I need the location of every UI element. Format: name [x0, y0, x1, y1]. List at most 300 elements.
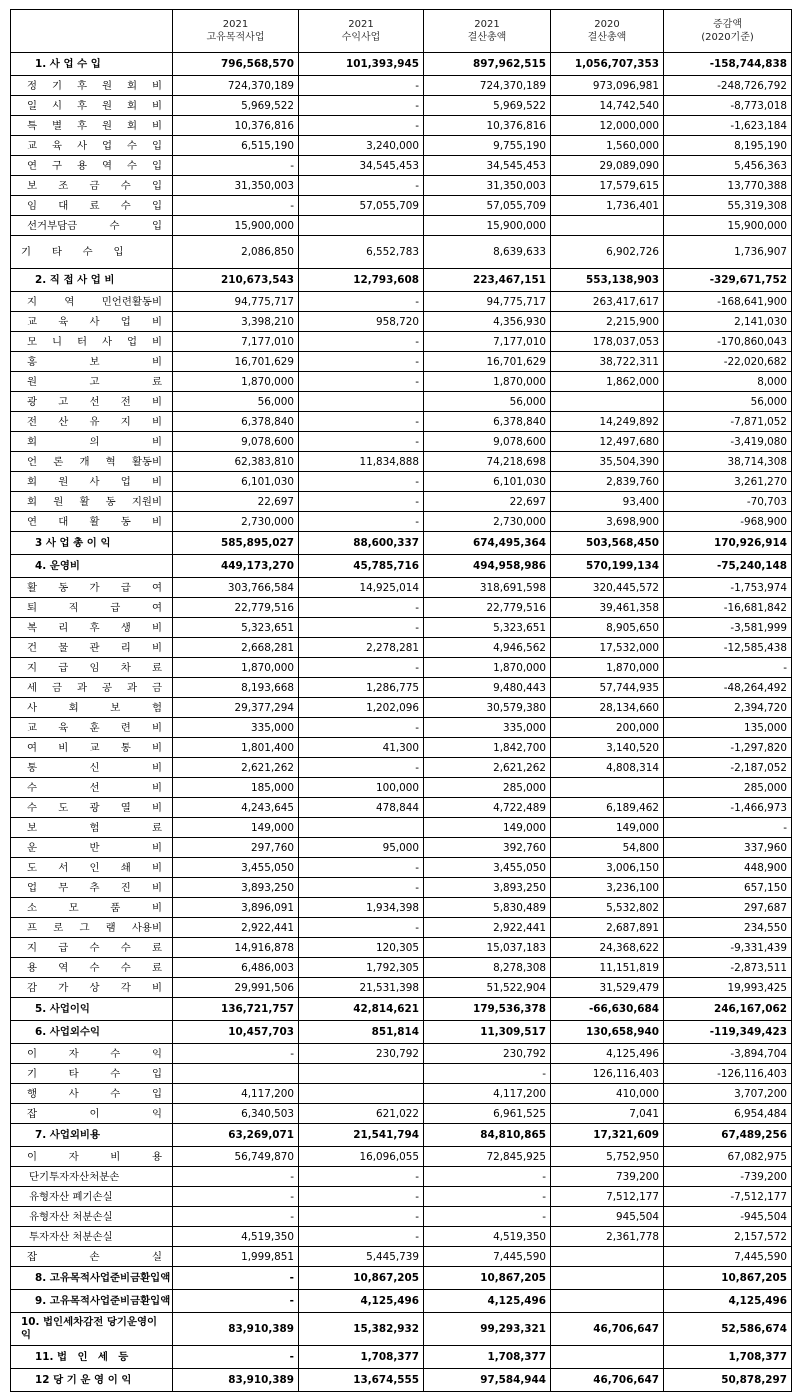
- value-cell: 88,600,337: [299, 532, 424, 555]
- value-cell: 93,400: [551, 492, 664, 512]
- value-cell: 30,579,380: [424, 698, 551, 718]
- value-cell: -7,512,177: [664, 1187, 792, 1207]
- row-label: 홍 보 비: [11, 352, 173, 372]
- value-cell: 126,116,403: [551, 1064, 664, 1084]
- table-row: [11, 1147, 792, 1167]
- value-cell: -: [664, 818, 792, 838]
- value-cell: 210,673,543: [173, 269, 299, 292]
- value-cell: -: [173, 1044, 299, 1064]
- value-cell: 46,706,647: [551, 1369, 664, 1392]
- value-cell: 2,361,778: [551, 1227, 664, 1247]
- value-cell: -1,466,973: [664, 798, 792, 818]
- value-cell: 56,749,870: [173, 1147, 299, 1167]
- value-cell: 1,862,000: [551, 372, 664, 392]
- value-cell: 851,814: [299, 1021, 424, 1044]
- value-cell: 67,082,975: [664, 1147, 792, 1167]
- value-cell: 1,560,000: [551, 136, 664, 156]
- row-label: 회 원 사 업 비: [11, 472, 173, 492]
- value-cell: 46,706,647: [551, 1313, 664, 1346]
- value-cell: 1,736,907: [664, 236, 792, 269]
- value-cell: 10,376,816: [424, 116, 551, 136]
- value-cell: -1,623,184: [664, 116, 792, 136]
- value-cell: 94,775,717: [424, 292, 551, 312]
- value-cell: 246,167,062: [664, 998, 792, 1021]
- value-cell: -: [173, 1267, 299, 1290]
- value-cell: 3,236,100: [551, 878, 664, 898]
- value-cell: -: [173, 196, 299, 216]
- value-cell: -75,240,148: [664, 555, 792, 578]
- row-label: 사 회 보 험: [11, 698, 173, 718]
- value-cell: -: [173, 1167, 299, 1187]
- value-cell: 5,969,522: [424, 96, 551, 116]
- table-row: [11, 758, 792, 778]
- value-cell: 11,309,517: [424, 1021, 551, 1044]
- value-cell: 494,958,986: [424, 555, 551, 578]
- value-cell: -: [299, 492, 424, 512]
- value-cell: 17,532,000: [551, 638, 664, 658]
- value-cell: 22,697: [424, 492, 551, 512]
- value-cell: 7,041: [551, 1104, 664, 1124]
- financial-statement-sheet: [10, 9, 791, 1392]
- value-cell: 8,000: [664, 372, 792, 392]
- row-label: 운 반 비: [11, 838, 173, 858]
- value-cell: 796,568,570: [173, 53, 299, 76]
- value-cell: -2,187,052: [664, 758, 792, 778]
- value-cell: -48,264,492: [664, 678, 792, 698]
- table-row: [11, 96, 792, 116]
- value-cell: 149,000: [551, 818, 664, 838]
- value-cell: 10,867,205: [424, 1267, 551, 1290]
- value-cell: -: [299, 758, 424, 778]
- value-cell: 6,101,030: [424, 472, 551, 492]
- value-cell: 15,037,183: [424, 938, 551, 958]
- value-cell: 34,545,453: [299, 156, 424, 176]
- table-row: [11, 718, 792, 738]
- row-label: 모 니 터 사 업 비: [11, 332, 173, 352]
- value-cell: 22,779,516: [173, 598, 299, 618]
- value-cell: 12,000,000: [551, 116, 664, 136]
- value-cell: 1,870,000: [424, 372, 551, 392]
- value-cell: 973,096,981: [551, 76, 664, 96]
- value-cell: -: [299, 918, 424, 938]
- value-cell: 449,173,270: [173, 555, 299, 578]
- value-cell: -: [299, 858, 424, 878]
- value-cell: 6,189,462: [551, 798, 664, 818]
- section-row: [11, 998, 792, 1021]
- row-label: 행 사 수 입: [11, 1084, 173, 1104]
- value-cell: 285,000: [664, 778, 792, 798]
- table-row: [11, 196, 792, 216]
- value-cell: -968,900: [664, 512, 792, 532]
- value-cell: -: [424, 1187, 551, 1207]
- value-cell: 21,531,398: [299, 978, 424, 998]
- row-label: 유형자산 처분손실: [11, 1207, 173, 1227]
- value-cell: 17,579,615: [551, 176, 664, 196]
- table-row: [11, 1167, 792, 1187]
- value-cell: -170,860,043: [664, 332, 792, 352]
- row-label: 이 자 수 익: [11, 1044, 173, 1064]
- table-row: [11, 678, 792, 698]
- value-cell: 84,810,865: [424, 1124, 551, 1147]
- value-cell: 337,960: [664, 838, 792, 858]
- value-cell: 4,722,489: [424, 798, 551, 818]
- value-cell: 15,900,000: [173, 216, 299, 236]
- header-row: [11, 10, 792, 53]
- value-cell: 6,552,783: [299, 236, 424, 269]
- value-cell: 4,125,496: [299, 1290, 424, 1313]
- table-row: [11, 292, 792, 312]
- value-cell: 63,269,071: [173, 1124, 299, 1147]
- value-cell: 335,000: [424, 718, 551, 738]
- header-cell-change: [664, 10, 792, 53]
- value-cell: 2,922,441: [173, 918, 299, 938]
- value-cell: 5,752,950: [551, 1147, 664, 1167]
- value-cell: -9,331,439: [664, 938, 792, 958]
- value-cell: 35,504,390: [551, 452, 664, 472]
- value-cell: [299, 392, 424, 412]
- value-cell: 5,830,489: [424, 898, 551, 918]
- section-row: [11, 1369, 792, 1392]
- value-cell: 29,377,294: [173, 698, 299, 718]
- value-cell: -739,200: [664, 1167, 792, 1187]
- row-label: 8. 고유목적사업준비금환입액: [11, 1267, 173, 1290]
- value-cell: 19,993,425: [664, 978, 792, 998]
- value-cell: 22,697: [173, 492, 299, 512]
- value-cell: 234,550: [664, 918, 792, 938]
- section-row: [11, 1021, 792, 1044]
- value-cell: 17,321,609: [551, 1124, 664, 1147]
- table-row: [11, 116, 792, 136]
- value-cell: 42,814,621: [299, 998, 424, 1021]
- value-cell: 9,755,190: [424, 136, 551, 156]
- section-row: [11, 1290, 792, 1313]
- row-label: 일 시 후 원 회 비: [11, 96, 173, 116]
- value-cell: 6,340,503: [173, 1104, 299, 1124]
- table-row: [11, 698, 792, 718]
- value-cell: -2,873,511: [664, 958, 792, 978]
- value-cell: 5,532,802: [551, 898, 664, 918]
- row-label: 교 육 사 업 비: [11, 312, 173, 332]
- value-cell: 739,200: [551, 1167, 664, 1187]
- value-cell: 8,278,308: [424, 958, 551, 978]
- table-row: [11, 738, 792, 758]
- value-cell: 958,720: [299, 312, 424, 332]
- table-row: [11, 858, 792, 878]
- row-label: 교 육 훈 련 비: [11, 718, 173, 738]
- value-cell: [551, 1290, 664, 1313]
- value-cell: 3,893,250: [173, 878, 299, 898]
- value-cell: 263,417,617: [551, 292, 664, 312]
- value-cell: 4,125,496: [424, 1290, 551, 1313]
- value-cell: 448,900: [664, 858, 792, 878]
- value-cell: 24,368,622: [551, 938, 664, 958]
- table-row: [11, 472, 792, 492]
- value-cell: 4,243,645: [173, 798, 299, 818]
- table-row: [11, 578, 792, 598]
- section-row: [11, 532, 792, 555]
- value-cell: 945,504: [551, 1207, 664, 1227]
- table-row: [11, 598, 792, 618]
- row-label: 감 가 상 각 비: [11, 978, 173, 998]
- value-cell: -1,753,974: [664, 578, 792, 598]
- value-cell: 4,519,350: [173, 1227, 299, 1247]
- value-cell: 1,708,377: [424, 1346, 551, 1369]
- value-cell: 3,455,050: [173, 858, 299, 878]
- row-label: 업 무 추 진 비: [11, 878, 173, 898]
- row-label: 1. 사 업 수 입: [11, 53, 173, 76]
- value-cell: 101,393,945: [299, 53, 424, 76]
- value-cell: -: [299, 176, 424, 196]
- value-cell: 41,300: [299, 738, 424, 758]
- value-cell: 135,000: [664, 718, 792, 738]
- value-cell: 2,278,281: [299, 638, 424, 658]
- table-row: [11, 1064, 792, 1084]
- value-cell: 621,022: [299, 1104, 424, 1124]
- row-label: 선거부담금 수 입: [11, 216, 173, 236]
- value-cell: -: [299, 292, 424, 312]
- value-cell: 4,125,496: [551, 1044, 664, 1064]
- value-cell: 31,350,003: [173, 176, 299, 196]
- value-cell: 3,707,200: [664, 1084, 792, 1104]
- value-cell: 3,240,000: [299, 136, 424, 156]
- row-label: 9. 고유목적사업준비금환입액: [11, 1290, 173, 1313]
- value-cell: -: [299, 332, 424, 352]
- table-body: [11, 53, 792, 1392]
- value-cell: -: [299, 96, 424, 116]
- value-cell: 56,000: [173, 392, 299, 412]
- table-row: [11, 412, 792, 432]
- value-cell: -70,703: [664, 492, 792, 512]
- row-label: 회 의 비: [11, 432, 173, 452]
- table-row: [11, 1227, 792, 1247]
- table-row: [11, 618, 792, 638]
- table-row: [11, 638, 792, 658]
- value-cell: 149,000: [424, 818, 551, 838]
- row-label: 연 구 용 역 수 입: [11, 156, 173, 176]
- row-label: 잡 이 익: [11, 1104, 173, 1124]
- value-cell: -: [173, 1207, 299, 1227]
- value-cell: 9,480,443: [424, 678, 551, 698]
- value-cell: 10,867,205: [664, 1267, 792, 1290]
- value-cell: 8,905,650: [551, 618, 664, 638]
- value-cell: 21,541,794: [299, 1124, 424, 1147]
- value-cell: 6,515,190: [173, 136, 299, 156]
- value-cell: -: [299, 372, 424, 392]
- table-row: [11, 798, 792, 818]
- value-cell: 1,202,096: [299, 698, 424, 718]
- row-label: 보 험 료: [11, 818, 173, 838]
- value-cell: [173, 1064, 299, 1084]
- value-cell: 12,497,680: [551, 432, 664, 452]
- value-cell: 318,691,598: [424, 578, 551, 598]
- value-cell: 7,445,590: [664, 1247, 792, 1267]
- section-row: [11, 555, 792, 578]
- value-cell: -119,349,423: [664, 1021, 792, 1044]
- value-cell: 100,000: [299, 778, 424, 798]
- value-cell: 130,658,940: [551, 1021, 664, 1044]
- value-cell: 136,721,757: [173, 998, 299, 1021]
- value-cell: 223,467,151: [424, 269, 551, 292]
- value-cell: -: [299, 1227, 424, 1247]
- value-cell: 297,687: [664, 898, 792, 918]
- row-label: 수 선 비: [11, 778, 173, 798]
- value-cell: 5,323,651: [424, 618, 551, 638]
- value-cell: 6,954,484: [664, 1104, 792, 1124]
- row-label: 7. 사업외비용: [11, 1124, 173, 1147]
- value-cell: 724,370,189: [173, 76, 299, 96]
- value-cell: -22,020,682: [664, 352, 792, 372]
- table-row: [11, 1247, 792, 1267]
- row-label: 지 급 임 차 료: [11, 658, 173, 678]
- value-cell: 39,461,358: [551, 598, 664, 618]
- value-cell: 230,792: [299, 1044, 424, 1064]
- section-row: [11, 269, 792, 292]
- table-row: [11, 352, 792, 372]
- table-row: [11, 978, 792, 998]
- value-cell: 657,150: [664, 878, 792, 898]
- value-cell: 2,687,891: [551, 918, 664, 938]
- value-cell: 6,486,003: [173, 958, 299, 978]
- table-row: [11, 1104, 792, 1124]
- value-cell: 56,000: [424, 392, 551, 412]
- value-cell: 478,844: [299, 798, 424, 818]
- row-label: 도 서 인 쇄 비: [11, 858, 173, 878]
- value-cell: -66,630,684: [551, 998, 664, 1021]
- value-cell: 1,870,000: [173, 658, 299, 678]
- value-cell: -8,773,018: [664, 96, 792, 116]
- value-cell: 31,529,479: [551, 978, 664, 998]
- value-cell: 392,760: [424, 838, 551, 858]
- header-cell-2020-total: [551, 10, 664, 53]
- value-cell: -945,504: [664, 1207, 792, 1227]
- table-row: [11, 1044, 792, 1064]
- income-statement-table: [10, 9, 792, 1392]
- value-cell: 1,708,377: [664, 1346, 792, 1369]
- value-cell: 1,736,401: [551, 196, 664, 216]
- value-cell: 2,215,900: [551, 312, 664, 332]
- row-label: 전 산 유 지 비: [11, 412, 173, 432]
- value-cell: [551, 392, 664, 412]
- value-cell: -: [299, 598, 424, 618]
- value-cell: 5,323,651: [173, 618, 299, 638]
- value-cell: 320,445,572: [551, 578, 664, 598]
- value-cell: 11,151,819: [551, 958, 664, 978]
- value-cell: 12,793,608: [299, 269, 424, 292]
- row-label: 11. 법 인 세 등: [11, 1346, 173, 1369]
- section-row: [11, 1267, 792, 1290]
- value-cell: 83,910,389: [173, 1369, 299, 1392]
- table-row: [11, 332, 792, 352]
- value-cell: 6,378,840: [173, 412, 299, 432]
- value-cell: -: [424, 1064, 551, 1084]
- value-cell: 15,900,000: [424, 216, 551, 236]
- value-cell: 4,946,562: [424, 638, 551, 658]
- table-row: [11, 452, 792, 472]
- value-cell: -158,744,838: [664, 53, 792, 76]
- value-cell: [551, 1247, 664, 1267]
- value-cell: -: [299, 1207, 424, 1227]
- value-cell: 45,785,716: [299, 555, 424, 578]
- value-cell: 14,249,892: [551, 412, 664, 432]
- value-cell: 29,089,090: [551, 156, 664, 176]
- value-cell: -12,585,438: [664, 638, 792, 658]
- row-label: 잡 손 실: [11, 1247, 173, 1267]
- value-cell: 97,584,944: [424, 1369, 551, 1392]
- value-cell: -7,871,052: [664, 412, 792, 432]
- value-cell: 99,293,321: [424, 1313, 551, 1346]
- row-label: 교 육 사 업 수 입: [11, 136, 173, 156]
- value-cell: -: [299, 718, 424, 738]
- header-cell-label: [11, 10, 173, 53]
- row-label: 광 고 선 전 비: [11, 392, 173, 412]
- value-cell: 200,000: [551, 718, 664, 738]
- table-row: [11, 838, 792, 858]
- value-cell: 4,356,930: [424, 312, 551, 332]
- value-cell: [551, 778, 664, 798]
- value-cell: 16,701,629: [424, 352, 551, 372]
- value-cell: 9,078,600: [173, 432, 299, 452]
- value-cell: 2,922,441: [424, 918, 551, 938]
- value-cell: 179,536,378: [424, 998, 551, 1021]
- value-cell: 6,902,726: [551, 236, 664, 269]
- row-label: 정 기 후 원 회 비: [11, 76, 173, 96]
- table-row: [11, 958, 792, 978]
- row-label: 언 론 개 혁 활동비: [11, 452, 173, 472]
- value-cell: 585,895,027: [173, 532, 299, 555]
- value-cell: 2,157,572: [664, 1227, 792, 1247]
- value-cell: -: [299, 116, 424, 136]
- value-cell: [299, 1064, 424, 1084]
- value-cell: 38,714,308: [664, 452, 792, 472]
- value-cell: 95,000: [299, 838, 424, 858]
- value-cell: 16,701,629: [173, 352, 299, 372]
- value-cell: -: [299, 878, 424, 898]
- row-label: 소 모 품 비: [11, 898, 173, 918]
- row-label: 용 역 수 수 료: [11, 958, 173, 978]
- value-cell: 897,962,515: [424, 53, 551, 76]
- value-cell: -: [299, 618, 424, 638]
- table-row: [11, 432, 792, 452]
- value-cell: 34,545,453: [424, 156, 551, 176]
- value-cell: 3,140,520: [551, 738, 664, 758]
- table-row: [11, 898, 792, 918]
- row-label: 지 역 민언련활동비: [11, 292, 173, 312]
- row-label: 퇴 직 급 여: [11, 598, 173, 618]
- value-cell: 724,370,189: [424, 76, 551, 96]
- row-label: 4. 운영비: [11, 555, 173, 578]
- row-label: 유형자산 폐기손실: [11, 1187, 173, 1207]
- value-cell: 2,394,720: [664, 698, 792, 718]
- section-row: [11, 1313, 792, 1346]
- table-row: [11, 1207, 792, 1227]
- value-cell: 72,845,925: [424, 1147, 551, 1167]
- row-label: 단기투자자산처분손: [11, 1167, 173, 1187]
- value-cell: 4,808,314: [551, 758, 664, 778]
- value-cell: 57,055,709: [299, 196, 424, 216]
- table-row: [11, 512, 792, 532]
- value-cell: -: [299, 412, 424, 432]
- value-cell: 22,779,516: [424, 598, 551, 618]
- table-row: [11, 1084, 792, 1104]
- row-label: 특 별 후 원 회 비: [11, 116, 173, 136]
- row-label: 10. 법인세차감전 당기운영이익: [11, 1313, 173, 1346]
- table-row: [11, 216, 792, 236]
- value-cell: 1,870,000: [551, 658, 664, 678]
- row-label: 2. 직 접 사 업 비: [11, 269, 173, 292]
- value-cell: -: [299, 512, 424, 532]
- value-cell: -168,641,900: [664, 292, 792, 312]
- header-text: 2021 고유목적사업: [206, 19, 265, 43]
